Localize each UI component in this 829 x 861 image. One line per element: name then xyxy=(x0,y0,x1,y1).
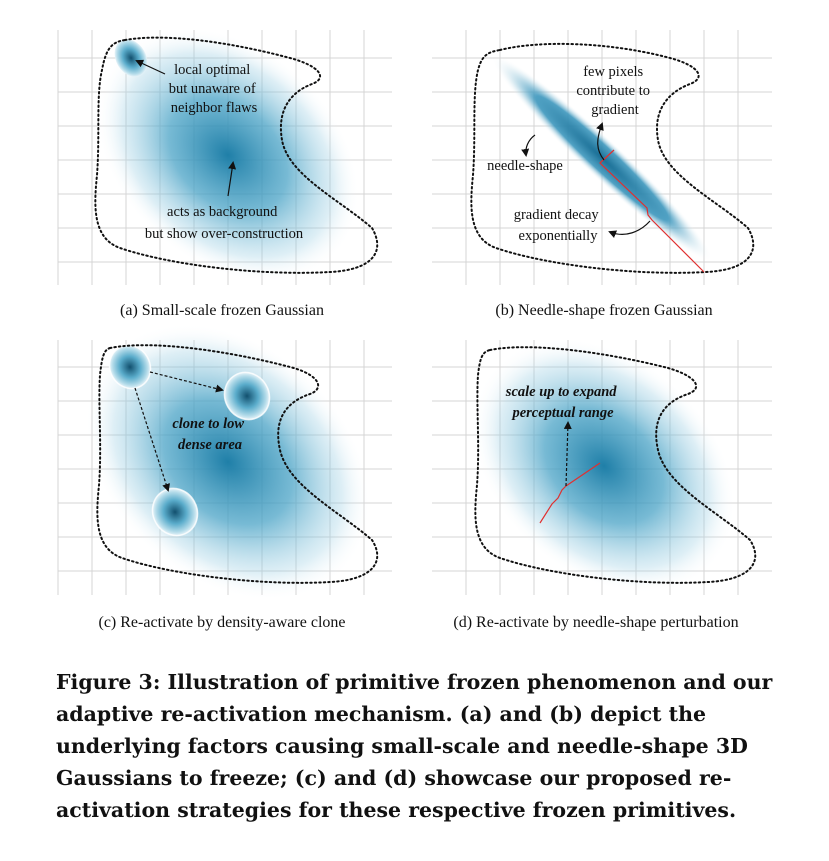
background-label: acts as background but show over-construction xyxy=(144,204,304,242)
panel-c xyxy=(30,267,426,640)
panel-a-caption: (a) Small-scale frozen Gaussian xyxy=(120,302,324,319)
panel-d-caption: (d) Re-activate by needle-shape perturbation xyxy=(453,614,739,631)
clone-label: clone to low dense area xyxy=(172,416,245,453)
local-optimal-label: local optimal but unaware of neighbor flaws xyxy=(168,62,258,116)
few-pixels-label: few pixels contribute to gradient xyxy=(576,64,651,118)
figure-caption: Figure 3: Illustration of primitive frozen phenomenon and our adaptive re-activation mechanism. (a) and (b) depict the underlying factors causing small-scale and needle-shape 3D Gaussians to freeze; (c) and (d) showcase our proposed re-activation strategies for these respective frozen primitives. xyxy=(56,670,773,822)
panel-a xyxy=(46,0,411,334)
panel-b-caption: (b) Needle-shape frozen Gaussian xyxy=(495,302,713,319)
panel-b xyxy=(432,30,772,319)
needle-shape-label: needle-shape xyxy=(487,158,563,174)
gradient-decay-label: gradient decay exponentially xyxy=(513,207,599,244)
scale-up-label: scale up to expand perceptual range xyxy=(505,384,617,421)
panel-c-caption: (c) Re-activate by density-aware clone xyxy=(98,614,346,631)
panel-d xyxy=(422,287,787,640)
large-gaussian xyxy=(30,267,426,640)
scaled-gaussian xyxy=(422,287,787,640)
